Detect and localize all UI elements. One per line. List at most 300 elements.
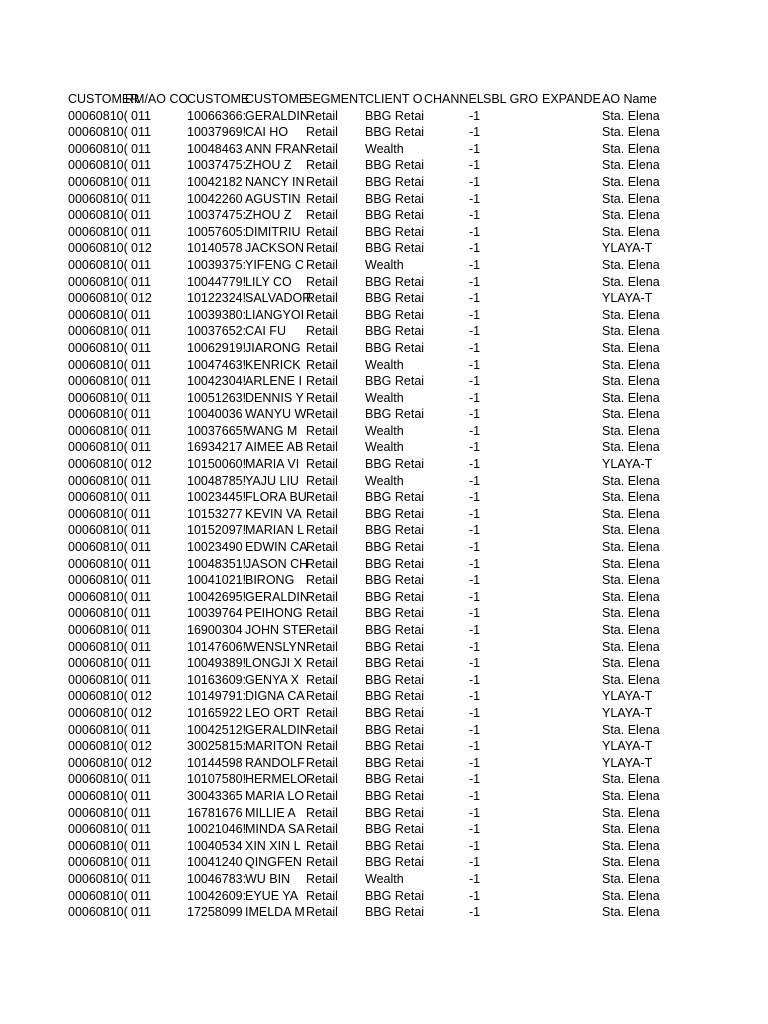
customer-name-cell[interactable]: EYUE YA bbox=[245, 888, 299, 903]
ao-name-cell[interactable]: Sta. Elena bbox=[602, 772, 660, 787]
channel-value-cell[interactable]: -1 bbox=[469, 656, 481, 671]
client-o-cell[interactable]: BBG Retai bbox=[365, 606, 425, 621]
rm-ao-code-cell[interactable]: 011 bbox=[131, 423, 151, 438]
ao-name-cell[interactable]: Sta. Elena bbox=[602, 374, 660, 389]
client-o-cell[interactable]: BBG Retai bbox=[365, 224, 425, 239]
header-customer-id[interactable]: CUSTOME bbox=[187, 92, 250, 106]
segment-cell[interactable]: Retail bbox=[306, 224, 338, 239]
rm-ao-code-cell[interactable]: 011 bbox=[131, 390, 151, 405]
client-o-cell[interactable]: BBG Retai bbox=[365, 374, 425, 389]
customer-cell[interactable]: 00060810( bbox=[68, 523, 128, 538]
customer-id-cell[interactable]: 10037969! bbox=[187, 125, 247, 140]
client-o-cell[interactable]: BBG Retai bbox=[365, 739, 425, 754]
customer-id-cell[interactable]: 30043365 bbox=[187, 788, 243, 803]
ao-name-cell[interactable]: Sta. Elena bbox=[602, 623, 660, 637]
header-segment[interactable]: SEGMENT bbox=[304, 92, 366, 106]
client-o-cell[interactable]: BBG Retai bbox=[365, 888, 425, 903]
customer-cell[interactable]: 00060810( bbox=[68, 307, 128, 322]
customer-cell[interactable]: 00060810( bbox=[68, 606, 128, 621]
customer-id-cell[interactable]: 10048785! bbox=[187, 473, 247, 488]
customer-cell[interactable]: 00060810( bbox=[68, 623, 128, 637]
ao-name-cell[interactable]: Sta. Elena bbox=[602, 888, 660, 903]
customer-id-cell[interactable]: 16900304 bbox=[187, 623, 243, 637]
channel-value-cell[interactable]: -1 bbox=[469, 158, 481, 173]
customer-name-cell[interactable]: ZHOU Z bbox=[245, 158, 292, 173]
client-o-cell[interactable]: BBG Retai bbox=[365, 805, 425, 820]
channel-value-cell[interactable]: -1 bbox=[469, 307, 481, 322]
customer-cell[interactable]: 00060810( bbox=[68, 291, 128, 306]
segment-cell[interactable]: Retail bbox=[306, 672, 338, 687]
channel-value-cell[interactable]: -1 bbox=[469, 523, 481, 538]
customer-name-cell[interactable]: NANCY IN bbox=[245, 174, 305, 189]
customer-cell[interactable]: 00060810( bbox=[68, 324, 128, 339]
channel-value-cell[interactable]: -1 bbox=[469, 838, 481, 853]
ao-name-cell[interactable]: YLAYA-T bbox=[602, 755, 653, 770]
customer-id-cell[interactable]: 17258099 bbox=[187, 905, 243, 920]
ao-name-cell[interactable]: Sta. Elena bbox=[602, 871, 660, 886]
rm-ao-code-cell[interactable]: 011 bbox=[131, 174, 151, 189]
channel-value-cell[interactable]: -1 bbox=[469, 340, 481, 355]
client-o-cell[interactable]: BBG Retai bbox=[365, 755, 425, 770]
rm-ao-code-cell[interactable]: 012 bbox=[131, 705, 152, 720]
ao-name-cell[interactable]: Sta. Elena bbox=[602, 822, 660, 837]
customer-id-cell[interactable]: 10165922 bbox=[187, 705, 243, 720]
rm-ao-code-cell[interactable]: 011 bbox=[131, 224, 151, 239]
segment-cell[interactable]: Retail bbox=[306, 772, 338, 787]
customer-cell[interactable]: 00060810( bbox=[68, 589, 128, 604]
customer-id-cell[interactable]: 10037475: bbox=[187, 208, 247, 223]
rm-ao-code-cell[interactable]: 011 bbox=[131, 141, 151, 156]
customer-name-cell[interactable]: LONGJI X bbox=[245, 656, 302, 671]
ao-name-cell[interactable]: Sta. Elena bbox=[602, 141, 660, 156]
customer-id-cell[interactable]: 10040534 bbox=[187, 838, 243, 853]
ao-name-cell[interactable]: Sta. Elena bbox=[602, 722, 660, 737]
segment-cell[interactable]: Retail bbox=[306, 241, 338, 256]
rm-ao-code-cell[interactable]: 011 bbox=[131, 340, 151, 355]
client-o-cell[interactable]: BBG Retai bbox=[365, 838, 425, 853]
client-o-cell[interactable]: BBG Retai bbox=[365, 689, 425, 704]
customer-cell[interactable]: 00060810( bbox=[68, 639, 128, 654]
segment-cell[interactable]: Retail bbox=[306, 357, 338, 372]
customer-cell[interactable]: 00060810( bbox=[68, 672, 128, 687]
customer-cell[interactable]: 00060810( bbox=[68, 722, 128, 737]
channel-value-cell[interactable]: -1 bbox=[469, 672, 481, 687]
customer-name-cell[interactable]: HERMELO bbox=[245, 772, 307, 787]
customer-cell[interactable]: 00060810( bbox=[68, 788, 128, 803]
customer-id-cell[interactable]: 10066366: bbox=[187, 108, 247, 123]
channel-value-cell[interactable]: -1 bbox=[469, 871, 481, 886]
segment-cell[interactable]: Retail bbox=[306, 490, 338, 505]
segment-cell[interactable]: Retail bbox=[306, 141, 338, 156]
customer-cell[interactable]: 00060810( bbox=[68, 888, 128, 903]
customer-id-cell[interactable]: 10040036 bbox=[187, 407, 243, 422]
client-o-cell[interactable]: BBG Retai bbox=[365, 656, 425, 671]
customer-name-cell[interactable]: GERALDIN bbox=[245, 108, 309, 123]
segment-cell[interactable]: Retail bbox=[306, 274, 338, 289]
rm-ao-code-cell[interactable]: 011 bbox=[131, 440, 151, 455]
customer-name-cell[interactable]: WU BIN bbox=[245, 871, 291, 886]
customer-id-cell[interactable]: 10046783: bbox=[187, 871, 247, 886]
segment-cell[interactable]: Retail bbox=[306, 722, 338, 737]
customer-name-cell[interactable]: JACKSON bbox=[245, 241, 305, 256]
rm-ao-code-cell[interactable]: 011 bbox=[131, 656, 151, 671]
rm-ao-code-cell[interactable]: 011 bbox=[131, 639, 151, 654]
customer-cell[interactable]: 00060810( bbox=[68, 257, 128, 272]
client-o-cell[interactable]: Wealth bbox=[365, 871, 404, 886]
client-o-cell[interactable]: BBG Retai bbox=[365, 506, 425, 521]
rm-ao-code-cell[interactable]: 011 bbox=[131, 905, 151, 920]
client-o-cell[interactable]: BBG Retai bbox=[365, 208, 425, 223]
rm-ao-code-cell[interactable]: 011 bbox=[131, 357, 151, 372]
customer-name-cell[interactable]: XIN XIN L bbox=[245, 838, 301, 853]
customer-cell[interactable]: 00060810( bbox=[68, 705, 128, 720]
customer-name-cell[interactable]: KEVIN VA bbox=[245, 506, 302, 521]
ao-name-cell[interactable]: Sta. Elena bbox=[602, 407, 660, 422]
customer-name-cell[interactable]: BIRONG bbox=[245, 573, 295, 588]
segment-cell[interactable]: Retail bbox=[306, 307, 338, 322]
customer-name-cell[interactable]: PEIHONG bbox=[245, 606, 303, 621]
customer-id-cell[interactable]: 10150060! bbox=[187, 457, 247, 472]
header-sbl-gro[interactable]: SBL GRO bbox=[483, 92, 539, 106]
customer-name-cell[interactable]: JIARONG bbox=[245, 340, 301, 355]
customer-id-cell[interactable]: 10147606! bbox=[187, 639, 247, 654]
customer-name-cell[interactable]: MARIA LO bbox=[245, 788, 305, 803]
rm-ao-code-cell[interactable]: 011 bbox=[131, 556, 151, 571]
client-o-cell[interactable]: BBG Retai bbox=[365, 241, 425, 256]
client-o-cell[interactable]: BBG Retai bbox=[365, 274, 425, 289]
customer-id-cell[interactable]: 10107580! bbox=[187, 772, 247, 787]
customer-id-cell[interactable]: 10037665! bbox=[187, 423, 247, 438]
customer-name-cell[interactable]: IMELDA M bbox=[245, 905, 305, 920]
customer-name-cell[interactable]: SALVADOR bbox=[245, 291, 312, 306]
customer-cell[interactable]: 00060810( bbox=[68, 855, 128, 870]
customer-name-cell[interactable]: QINGFEN bbox=[245, 855, 302, 870]
rm-ao-code-cell[interactable]: 011 bbox=[131, 324, 151, 339]
client-o-cell[interactable]: BBG Retai bbox=[365, 540, 425, 555]
channel-value-cell[interactable]: -1 bbox=[469, 324, 481, 339]
rm-ao-code-cell[interactable]: 011 bbox=[131, 871, 151, 886]
ao-name-cell[interactable]: Sta. Elena bbox=[602, 855, 660, 870]
rm-ao-code-cell[interactable]: 011 bbox=[131, 822, 151, 837]
segment-cell[interactable]: Retail bbox=[306, 689, 338, 704]
customer-name-cell[interactable]: ANN FRAN bbox=[245, 141, 309, 156]
client-o-cell[interactable]: BBG Retai bbox=[365, 174, 425, 189]
rm-ao-code-cell[interactable]: 012 bbox=[131, 739, 152, 754]
client-o-cell[interactable]: BBG Retai bbox=[365, 407, 425, 422]
rm-ao-code-cell[interactable]: 011 bbox=[131, 672, 151, 687]
rm-ao-code-cell[interactable]: 012 bbox=[131, 241, 152, 256]
client-o-cell[interactable]: BBG Retai bbox=[365, 822, 425, 837]
client-o-cell[interactable]: BBG Retai bbox=[365, 158, 425, 173]
customer-name-cell[interactable]: JASON CH bbox=[245, 556, 309, 571]
channel-value-cell[interactable]: -1 bbox=[469, 755, 481, 770]
customer-id-cell[interactable]: 10042695! bbox=[187, 589, 247, 604]
client-o-cell[interactable]: BBG Retai bbox=[365, 589, 425, 604]
customer-name-cell[interactable]: MARIAN L bbox=[245, 523, 305, 538]
rm-ao-code-cell[interactable]: 011 bbox=[131, 573, 151, 588]
rm-ao-code-cell[interactable]: 011 bbox=[131, 490, 151, 505]
customer-id-cell[interactable]: 10041240 bbox=[187, 855, 243, 870]
ao-name-cell[interactable]: Sta. Elena bbox=[602, 125, 660, 140]
channel-value-cell[interactable]: -1 bbox=[469, 440, 481, 455]
customer-id-cell[interactable]: 10122324! bbox=[187, 291, 247, 306]
customer-name-cell[interactable]: DENNIS Y bbox=[245, 390, 304, 405]
customer-name-cell[interactable]: AGUSTIN bbox=[245, 191, 301, 206]
ao-name-cell[interactable]: Sta. Elena bbox=[602, 208, 660, 223]
ao-name-cell[interactable]: Sta. Elena bbox=[602, 257, 660, 272]
channel-value-cell[interactable]: -1 bbox=[469, 473, 481, 488]
customer-id-cell[interactable]: 10048463 bbox=[187, 141, 243, 156]
channel-value-cell[interactable]: -1 bbox=[469, 141, 481, 156]
customer-id-cell[interactable]: 10163609: bbox=[187, 672, 247, 687]
rm-ao-code-cell[interactable]: 011 bbox=[131, 158, 151, 173]
rm-ao-code-cell[interactable]: 011 bbox=[131, 307, 151, 322]
customer-id-cell[interactable]: 16781676 bbox=[187, 805, 243, 820]
client-o-cell[interactable]: BBG Retai bbox=[365, 307, 425, 322]
channel-value-cell[interactable]: -1 bbox=[469, 274, 481, 289]
segment-cell[interactable]: Retail bbox=[306, 174, 338, 189]
customer-cell[interactable]: 00060810( bbox=[68, 822, 128, 837]
customer-id-cell[interactable]: 10144598 bbox=[187, 755, 243, 770]
channel-value-cell[interactable]: -1 bbox=[469, 788, 481, 803]
customer-cell[interactable]: 00060810( bbox=[68, 423, 128, 438]
header-expande[interactable]: EXPANDE bbox=[542, 92, 601, 106]
client-o-cell[interactable]: BBG Retai bbox=[365, 705, 425, 720]
customer-name-cell[interactable]: ARLENE I bbox=[245, 374, 302, 389]
customer-cell[interactable]: 00060810( bbox=[68, 208, 128, 223]
header-customer-name[interactable]: CUSTOME bbox=[245, 92, 308, 106]
channel-value-cell[interactable]: -1 bbox=[469, 457, 481, 472]
customer-id-cell[interactable]: 10042260 bbox=[187, 191, 243, 206]
ao-name-cell[interactable]: Sta. Elena bbox=[602, 540, 660, 555]
customer-cell[interactable]: 00060810( bbox=[68, 241, 128, 256]
channel-value-cell[interactable]: -1 bbox=[469, 705, 481, 720]
segment-cell[interactable]: Retail bbox=[306, 639, 338, 654]
ao-name-cell[interactable]: YLAYA-T bbox=[602, 241, 653, 256]
ao-name-cell[interactable]: Sta. Elena bbox=[602, 158, 660, 173]
client-o-cell[interactable]: Wealth bbox=[365, 141, 404, 156]
header-rm-ao-code[interactable]: RM/AO CO bbox=[125, 92, 189, 106]
ao-name-cell[interactable]: Sta. Elena bbox=[602, 573, 660, 588]
segment-cell[interactable]: Retail bbox=[306, 888, 338, 903]
segment-cell[interactable]: Retail bbox=[306, 291, 338, 306]
ao-name-cell[interactable]: Sta. Elena bbox=[602, 490, 660, 505]
customer-name-cell[interactable]: CAI FU bbox=[245, 324, 286, 339]
customer-id-cell[interactable]: 10023490 bbox=[187, 540, 243, 555]
customer-cell[interactable]: 00060810( bbox=[68, 573, 128, 588]
segment-cell[interactable]: Retail bbox=[306, 374, 338, 389]
customer-name-cell[interactable]: MILLIE A bbox=[245, 805, 296, 820]
rm-ao-code-cell[interactable]: 011 bbox=[131, 257, 151, 272]
customer-name-cell[interactable]: ZHOU Z bbox=[245, 208, 292, 223]
customer-cell[interactable]: 00060810( bbox=[68, 871, 128, 886]
ao-name-cell[interactable]: Sta. Elena bbox=[602, 672, 660, 687]
customer-id-cell[interactable]: 10042512! bbox=[187, 722, 247, 737]
channel-value-cell[interactable]: -1 bbox=[469, 639, 481, 654]
customer-cell[interactable]: 00060810( bbox=[68, 457, 128, 472]
customer-cell[interactable]: 00060810( bbox=[68, 407, 128, 422]
customer-cell[interactable]: 00060810( bbox=[68, 224, 128, 239]
customer-name-cell[interactable]: WENSLYN bbox=[245, 639, 306, 654]
ao-name-cell[interactable]: Sta. Elena bbox=[602, 108, 660, 123]
channel-value-cell[interactable]: -1 bbox=[469, 241, 481, 256]
customer-name-cell[interactable]: EDWIN CA bbox=[245, 540, 308, 555]
ao-name-cell[interactable]: Sta. Elena bbox=[602, 340, 660, 355]
header-customer[interactable]: CUSTOMER bbox=[68, 92, 140, 106]
customer-name-cell[interactable]: GERALDIN bbox=[245, 722, 309, 737]
header-channel[interactable]: CHANNEL bbox=[424, 92, 484, 106]
customer-cell[interactable]: 00060810( bbox=[68, 473, 128, 488]
segment-cell[interactable]: Retail bbox=[306, 523, 338, 538]
customer-name-cell[interactable]: JOHN STE bbox=[245, 623, 307, 637]
customer-cell[interactable]: 00060810( bbox=[68, 506, 128, 521]
client-o-cell[interactable]: BBG Retai bbox=[365, 639, 425, 654]
channel-value-cell[interactable]: -1 bbox=[469, 108, 481, 123]
ao-name-cell[interactable]: Sta. Elena bbox=[602, 606, 660, 621]
channel-value-cell[interactable]: -1 bbox=[469, 506, 481, 521]
customer-cell[interactable]: 00060810( bbox=[68, 357, 128, 372]
rm-ao-code-cell[interactable]: 011 bbox=[131, 589, 151, 604]
channel-value-cell[interactable]: -1 bbox=[469, 739, 481, 754]
customer-name-cell[interactable]: DIGNA CA bbox=[245, 689, 305, 704]
ao-name-cell[interactable]: Sta. Elena bbox=[602, 556, 660, 571]
segment-cell[interactable]: Retail bbox=[306, 589, 338, 604]
ao-name-cell[interactable]: Sta. Elena bbox=[602, 224, 660, 239]
segment-cell[interactable]: Retail bbox=[306, 573, 338, 588]
segment-cell[interactable]: Retail bbox=[306, 257, 338, 272]
ao-name-cell[interactable]: Sta. Elena bbox=[602, 589, 660, 604]
client-o-cell[interactable]: BBG Retai bbox=[365, 291, 425, 306]
rm-ao-code-cell[interactable]: 011 bbox=[131, 888, 151, 903]
segment-cell[interactable]: Retail bbox=[306, 556, 338, 571]
customer-id-cell[interactable]: 10042609: bbox=[187, 888, 247, 903]
client-o-cell[interactable]: BBG Retai bbox=[365, 324, 425, 339]
channel-value-cell[interactable]: -1 bbox=[469, 191, 481, 206]
rm-ao-code-cell[interactable]: 011 bbox=[131, 506, 151, 521]
client-o-cell[interactable]: BBG Retai bbox=[365, 772, 425, 787]
customer-cell[interactable]: 00060810( bbox=[68, 340, 128, 355]
channel-value-cell[interactable]: -1 bbox=[469, 722, 481, 737]
segment-cell[interactable]: Retail bbox=[306, 390, 338, 405]
customer-cell[interactable]: 00060810( bbox=[68, 158, 128, 173]
segment-cell[interactable]: Retail bbox=[306, 871, 338, 886]
channel-value-cell[interactable]: -1 bbox=[469, 573, 481, 588]
segment-cell[interactable]: Retail bbox=[306, 158, 338, 173]
ao-name-cell[interactable]: Sta. Elena bbox=[602, 788, 660, 803]
client-o-cell[interactable]: BBG Retai bbox=[365, 672, 425, 687]
channel-value-cell[interactable]: -1 bbox=[469, 822, 481, 837]
ao-name-cell[interactable]: Sta. Elena bbox=[602, 357, 660, 372]
customer-name-cell[interactable]: DIMITRIU bbox=[245, 224, 301, 239]
customer-cell[interactable]: 00060810( bbox=[68, 440, 128, 455]
rm-ao-code-cell[interactable]: 012 bbox=[131, 689, 152, 704]
customer-id-cell[interactable]: 10049389! bbox=[187, 656, 247, 671]
rm-ao-code-cell[interactable]: 011 bbox=[131, 125, 151, 140]
customer-cell[interactable]: 00060810( bbox=[68, 905, 128, 920]
ao-name-cell[interactable]: YLAYA-T bbox=[602, 291, 653, 306]
customer-id-cell[interactable]: 10062919! bbox=[187, 340, 247, 355]
ao-name-cell[interactable]: YLAYA-T bbox=[602, 705, 653, 720]
channel-value-cell[interactable]: -1 bbox=[469, 357, 481, 372]
customer-cell[interactable]: 00060810( bbox=[68, 125, 128, 140]
customer-id-cell[interactable]: 10042182 bbox=[187, 174, 243, 189]
segment-cell[interactable]: Retail bbox=[306, 623, 338, 637]
customer-id-cell[interactable]: 10152097! bbox=[187, 523, 247, 538]
channel-value-cell[interactable]: -1 bbox=[469, 423, 481, 438]
customer-id-cell[interactable]: 10153277 bbox=[187, 506, 243, 521]
channel-value-cell[interactable]: -1 bbox=[469, 606, 481, 621]
customer-id-cell[interactable]: 10140578 bbox=[187, 241, 243, 256]
ao-name-cell[interactable]: Sta. Elena bbox=[602, 324, 660, 339]
channel-value-cell[interactable]: -1 bbox=[469, 772, 481, 787]
customer-cell[interactable]: 00060810( bbox=[68, 490, 128, 505]
client-o-cell[interactable]: BBG Retai bbox=[365, 340, 425, 355]
rm-ao-code-cell[interactable]: 011 bbox=[131, 838, 151, 853]
customer-cell[interactable]: 00060810( bbox=[68, 108, 128, 123]
channel-value-cell[interactable]: -1 bbox=[469, 208, 481, 223]
client-o-cell[interactable]: BBG Retai bbox=[365, 490, 425, 505]
ao-name-cell[interactable]: Sta. Elena bbox=[602, 805, 660, 820]
channel-value-cell[interactable]: -1 bbox=[469, 623, 481, 637]
rm-ao-code-cell[interactable]: 011 bbox=[131, 523, 151, 538]
channel-value-cell[interactable]: -1 bbox=[469, 174, 481, 189]
customer-id-cell[interactable]: 10057605: bbox=[187, 224, 247, 239]
client-o-cell[interactable]: BBG Retai bbox=[365, 788, 425, 803]
channel-value-cell[interactable]: -1 bbox=[469, 589, 481, 604]
segment-cell[interactable]: Retail bbox=[306, 755, 338, 770]
customer-name-cell[interactable]: CAI HO bbox=[245, 125, 289, 140]
client-o-cell[interactable]: BBG Retai bbox=[365, 623, 425, 637]
customer-name-cell[interactable]: YIFENG C bbox=[245, 257, 305, 272]
ao-name-cell[interactable]: Sta. Elena bbox=[602, 905, 660, 920]
customer-cell[interactable]: 00060810( bbox=[68, 141, 128, 156]
channel-value-cell[interactable]: -1 bbox=[469, 490, 481, 505]
ao-name-cell[interactable]: Sta. Elena bbox=[602, 307, 660, 322]
ao-name-cell[interactable]: Sta. Elena bbox=[602, 656, 660, 671]
customer-id-cell[interactable]: 16934217 bbox=[187, 440, 243, 455]
customer-cell[interactable]: 00060810( bbox=[68, 689, 128, 704]
ao-name-cell[interactable]: Sta. Elena bbox=[602, 440, 660, 455]
ao-name-cell[interactable]: Sta. Elena bbox=[602, 506, 660, 521]
client-o-cell[interactable]: BBG Retai bbox=[365, 573, 425, 588]
customer-cell[interactable]: 00060810( bbox=[68, 805, 128, 820]
ao-name-cell[interactable]: Sta. Elena bbox=[602, 274, 660, 289]
customer-id-cell[interactable]: 10047463! bbox=[187, 357, 247, 372]
customer-id-cell[interactable]: 10041021! bbox=[187, 573, 247, 588]
rm-ao-code-cell[interactable]: 011 bbox=[131, 606, 151, 621]
customer-id-cell[interactable]: 10042304! bbox=[187, 374, 247, 389]
segment-cell[interactable]: Retail bbox=[306, 108, 338, 123]
customer-name-cell[interactable]: WANYU W bbox=[245, 407, 307, 422]
ao-name-cell[interactable]: YLAYA-T bbox=[602, 739, 653, 754]
client-o-cell[interactable]: BBG Retai bbox=[365, 905, 425, 920]
header-ao-name[interactable]: AO Name bbox=[602, 92, 657, 106]
channel-value-cell[interactable]: -1 bbox=[469, 224, 481, 239]
channel-value-cell[interactable]: -1 bbox=[469, 556, 481, 571]
rm-ao-code-cell[interactable]: 011 bbox=[131, 374, 151, 389]
rm-ao-code-cell[interactable]: 012 bbox=[131, 755, 152, 770]
ao-name-cell[interactable]: Sta. Elena bbox=[602, 191, 660, 206]
client-o-cell[interactable]: Wealth bbox=[365, 473, 404, 488]
customer-cell[interactable]: 00060810( bbox=[68, 739, 128, 754]
rm-ao-code-cell[interactable]: 011 bbox=[131, 623, 151, 637]
segment-cell[interactable]: Retail bbox=[306, 822, 338, 837]
channel-value-cell[interactable]: -1 bbox=[469, 291, 481, 306]
customer-id-cell[interactable]: 10021046! bbox=[187, 822, 247, 837]
rm-ao-code-cell[interactable]: 011 bbox=[131, 772, 151, 787]
customer-cell[interactable]: 00060810( bbox=[68, 755, 128, 770]
customer-name-cell[interactable]: LILY CO bbox=[245, 274, 292, 289]
